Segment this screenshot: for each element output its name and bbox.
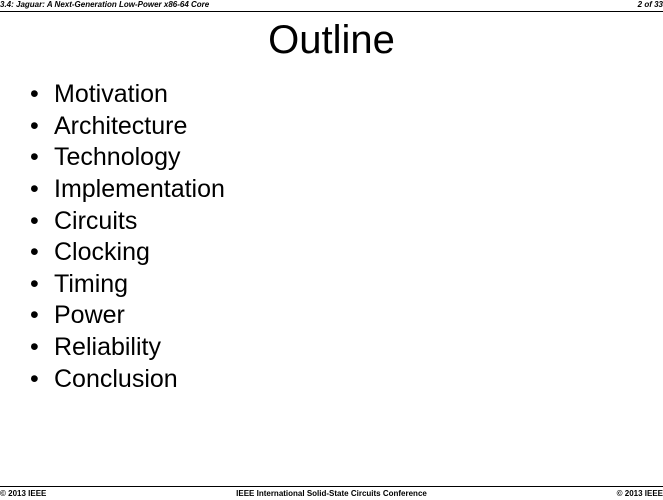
outline-item-architecture xyxy=(30,111,225,143)
outline-item-clocking xyxy=(30,237,225,269)
outline-item-label: Timing xyxy=(54,269,129,298)
slide-title: Outline xyxy=(268,18,395,62)
bullet-icon: • xyxy=(30,238,39,267)
bullet-icon: • xyxy=(30,269,39,298)
copyright-right: © 2013 IEEE xyxy=(616,489,663,498)
outline-item-label: Reliability xyxy=(54,333,161,362)
bullet-icon: • xyxy=(30,80,39,109)
outline-item-reliability xyxy=(30,332,225,364)
conference-name: IEEE International Solid-State Circuits Conference xyxy=(236,489,427,498)
session-header: 3.4: Jaguar: A Next-Generation Low-Power x86-64 Core xyxy=(0,0,210,9)
bullet-icon: • xyxy=(30,111,39,140)
slide-counter: 2 of 33 xyxy=(637,0,663,9)
bullet-icon: • xyxy=(30,143,39,172)
outline-item-power xyxy=(30,300,225,332)
outline-item-timing xyxy=(30,269,225,301)
outline-item-label: Architecture xyxy=(54,111,188,140)
outline-item-label: Implementation xyxy=(54,175,225,204)
copyright-left: © 2013 IEEE xyxy=(0,489,47,498)
outline-item-label: Circuits xyxy=(54,206,138,235)
bullet-icon: • xyxy=(30,333,39,362)
outline-item-motivation xyxy=(30,79,225,111)
bullet-icon: • xyxy=(30,301,39,330)
outline-item-technology xyxy=(30,142,225,174)
outline-item-conclusion xyxy=(30,363,225,395)
outline-item-circuits xyxy=(30,205,225,237)
bullet-icon: • xyxy=(30,206,39,235)
footer-divider xyxy=(0,486,663,487)
header-divider xyxy=(0,11,663,12)
outline-item-label: Motivation xyxy=(54,80,168,109)
outline-item-label: Conclusion xyxy=(54,364,178,393)
outline-list xyxy=(30,79,225,395)
bullet-icon: • xyxy=(30,175,39,204)
outline-item-implementation xyxy=(30,174,225,206)
outline-item-label: Technology xyxy=(54,143,181,172)
bullet-icon: • xyxy=(30,364,39,393)
outline-item-label: Power xyxy=(54,301,125,330)
outline-item-label: Clocking xyxy=(54,238,150,267)
